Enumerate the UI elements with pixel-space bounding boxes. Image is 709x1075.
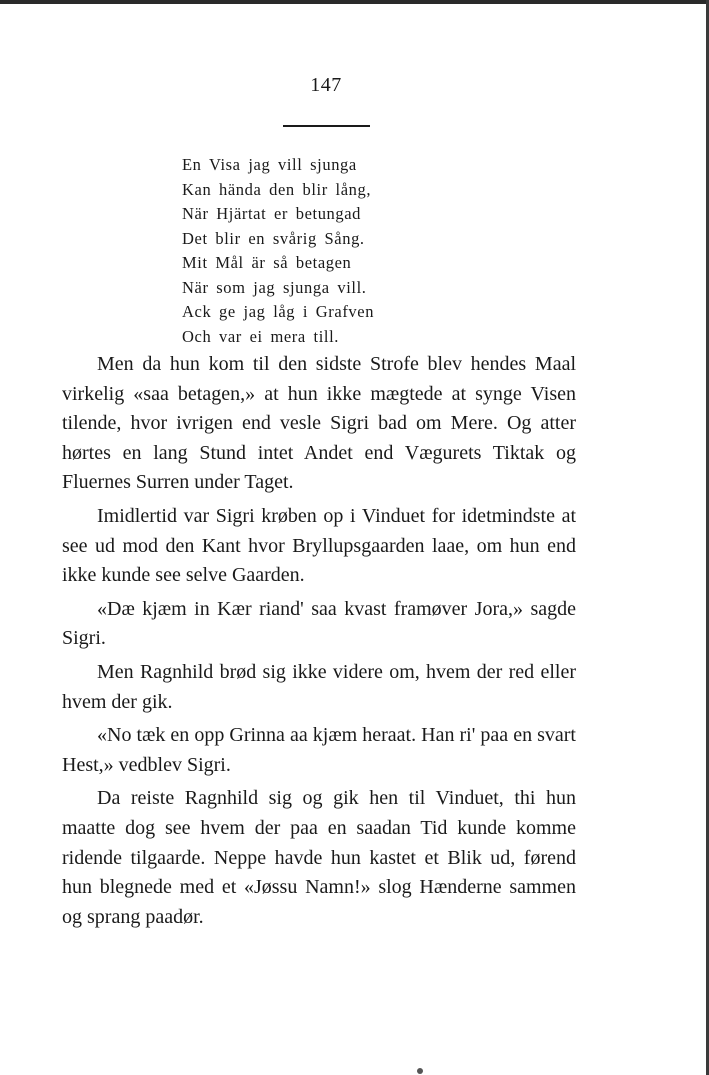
poem-line: När som jag sjunga vill. xyxy=(182,277,367,297)
scan-speck xyxy=(417,1068,423,1074)
poem-line: Och var ei mera till. xyxy=(182,326,340,346)
poem-line: Det blir en svårig Sång. xyxy=(182,228,365,248)
paragraph: Men da hun kom til den sidste Strofe blev hendes Maal virkelig «saa betagen,» at hun ikke mægtede at synge Visen tilende, hvor ivrigen end vesle Sigri bad om Mere. Og atter hørtes en lang Stund intet Andet end Vægurets Tiktak og Fluernes Surren under Taget. xyxy=(62,353,576,494)
header-rule xyxy=(283,125,370,127)
prose-body xyxy=(62,350,576,936)
poem-line: Ack ge jag låg i Grafven xyxy=(182,302,375,321)
poem-line: Mit Mål är så betagen xyxy=(182,253,352,272)
paragraph: Da reiste Ragnhild sig og gik hen til Vinduet, thi hun maatte dog see hvem der paa en saadan Tid kunde komme ridende tilgaarde. Neppe havde hun kastet et Blik ud, førend hun blegnede med et «Jøssu Namn!» slog Hænderne sammen og sprang paadør. xyxy=(62,787,576,928)
poem-line: Kan hända den blir lång, xyxy=(182,179,372,199)
poem-line: En Visa jag vill sjunga xyxy=(182,155,357,174)
poem-line: När Hjärtat er betungad xyxy=(182,204,362,223)
paragraph: Men Ragnhild brød sig ikke videre om, hvem der red eller hvem der gik. xyxy=(62,660,576,713)
paragraph: Imidlertid var Sigri krøben op i Vinduet for idetmindste at see ud mod den Kant hvor Bryllupsgaarden laae, om hun end ikke kunde see selve Gaarden. xyxy=(62,504,576,587)
page-number: 147 xyxy=(310,74,342,96)
scan-edge-top xyxy=(0,0,709,4)
paragraph: «No tæk en opp Grinna aa kjæm heraat. Han ri' paa en svart Hest,» vedblev Sigri. xyxy=(62,724,576,776)
poem-verse xyxy=(182,153,374,349)
paragraph: «Dæ kjæm in Kær riand' saa kvast framøver Jora,» sagde Sigri. xyxy=(62,597,576,650)
